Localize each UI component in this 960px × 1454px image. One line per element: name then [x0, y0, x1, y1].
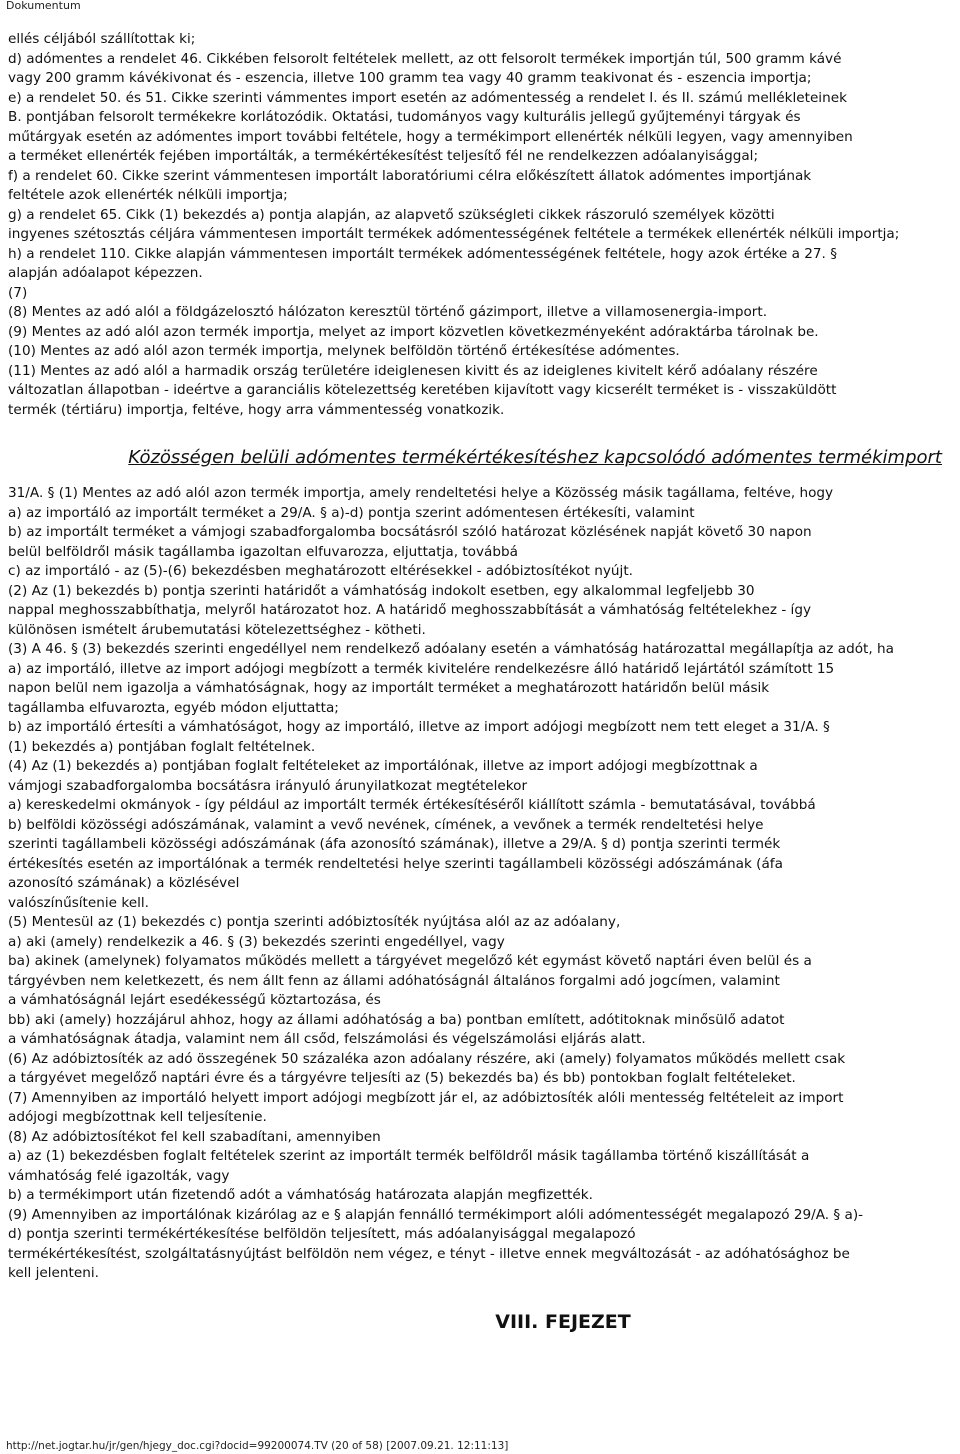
- text-line: feltétele azok ellenérték nélküli importja;: [8, 187, 288, 203]
- text-line: b) az importáló értesíti a vámhatóságot, hogy az importáló, illetve az import adójogi megbízott nem tett eleget a 31/A. §: [8, 719, 830, 735]
- text-line: (4) Az (1) bekezdés a) pontjában foglalt feltételeket az importálónak, illetve az import adójogi megbízottnak a: [8, 758, 758, 774]
- text-line: (10) Mentes az adó alól azon termék importja, melynek belföldön történő értékesítése adómentes.: [8, 343, 680, 359]
- text-line: a) aki (amely) rendelkezik a 46. § (3) bekezdés szerinti engedéllyel, vagy: [8, 933, 505, 950]
- text-line: a vámhatóságnak átadja, valamint nem áll csőd, felszámolási és végelszámolási eljárás alatt.: [8, 1031, 646, 1047]
- text-line: tárgyévben nem keletkezett, és nem állt fenn az állami adóhatóságnál általános forgalmi adó jogcímen, valamint: [8, 972, 780, 989]
- text-line: vámjogi szabadforgalomba bocsátásra irányuló árunyilatkozat megtételekor: [8, 777, 528, 794]
- bottom-paragraphs: [8, 484, 958, 1284]
- page-footer-url: http://net.jogtar.hu/jr/gen/hjegy_doc.cgi?docid=99200074.TV (20 of 58) [2007.09.21. 12:11:13]: [6, 1440, 509, 1452]
- text-line: napon belül nem igazolja a vámhatóságnak, hogy az importált terméket a meghatározott határidőn belül másik: [8, 680, 770, 696]
- text-line: különösen ismételt árubemutatási kötelezettséghez - kötheti.: [8, 621, 426, 638]
- text-line: kell jelenteni.: [8, 1265, 99, 1281]
- text-line: a) az (1) bekezdésben foglalt feltételek szerint az importált termék belföldről másik tagállamba történő kiszállítását a: [8, 1148, 810, 1164]
- text-line: értékesítés esetén az importálónak a termék rendeltetési helye szerinti tagállambeli közösségi adószámának (áfa: [8, 855, 783, 872]
- text-line: valószínűsítenie kell.: [8, 894, 149, 911]
- text-line: b) belföldi közösségi adószámának, valamint a vevő nevének, címének, a vevőnek a termék rendeltetési helye: [8, 816, 764, 833]
- text-line: nappal meghosszabbíthatja, melyről határozatot hoz. A határidő meghosszabbítását a vámhatóság feltételekhez - így: [8, 602, 812, 618]
- text-line: d) adómentes a rendelet 46. Cikkében felsorolt feltételek mellett, az ott felsorolt termékek importján túl, 500 gramm kávé: [8, 50, 842, 67]
- text-line: vámhatóság felé igazolták, vagy: [8, 1167, 230, 1184]
- text-line: b) a termékimport után fizetendő adót a vámhatóság határozata alapján megfizették.: [8, 1187, 593, 1203]
- text-line: B. pontjában felsorolt termékekre korlátozódik. Oktatási, tudományos vagy kulturális jellegű gyűjteményi tárgyak és: [8, 109, 801, 125]
- text-line: (7) Amennyiben az importáló helyett import adójogi megbízott jár el, az adóbiztosíték alóli mentesség feltételeit az import: [8, 1089, 844, 1106]
- text-line: d) pontja szerinti termékértékesítése belföldön teljesített, más adóalanyisággal megalapozó: [8, 1226, 636, 1242]
- text-line: (2) Az (1) bekezdés b) pontja szerinti határidőt a vámhatóság indokolt esetben, egy alkalommal legfeljebb 30: [8, 582, 755, 599]
- text-line: bb) aki (amely) hozzájárul ahhoz, hogy az állami adóhatóság a ba) pontban említett, adótitoknak minősülő adatot: [8, 1011, 785, 1028]
- top-paragraphs: [8, 30, 958, 420]
- text-line: tagállamba elfuvarozta, egyéb módon eljuttatta;: [8, 699, 339, 716]
- text-line: ba) akinek (amelynek) folyamatos működés mellett a tárgyévet megelőző két egymást követő naptári éven belül és a: [8, 953, 812, 969]
- text-line: (5) Mentesül az (1) bekezdés c) pontja szerinti adóbiztosíték nyújtása alól az az adóalany,: [8, 914, 621, 930]
- text-line: g) a rendelet 65. Cikk (1) bekezdés a) pontja alapján, az alapvető szükségleti cikkek rászoruló személyek közötti: [8, 206, 775, 223]
- text-line: termék (tértiáru) importja, feltéve, hogy arra vámmentesség vonatkozik.: [8, 401, 505, 418]
- text-line: b) az importált terméket a vámjogi szabadforgalomba bocsátásról szóló határozat közlésének napját követő 30 napon: [8, 524, 812, 540]
- text-line: azonosító számának) a közlésével: [8, 875, 240, 891]
- text-line: (8) Az adóbiztosítékot fel kell szabadítani, amennyiben: [8, 1128, 381, 1145]
- text-line: adójogi megbízottnak kell teljesítenie.: [8, 1109, 267, 1125]
- section-heading: Közösségen belüli adómentes termékértékesítéshez kapcsolódó adómentes termékimport: [128, 447, 942, 468]
- text-line: c) az importáló - az (5)-(6) bekezdésben meghatározott eltérésekkel - adóbiztosítékot nyújt.: [8, 563, 633, 579]
- text-line: a terméket ellenérték fejében importálták, a termékértékesítést teljesítő fél ne rendelkezzen adóalanyisággal;: [8, 148, 759, 164]
- text-line: belül belföldről másik tagállamba igazoltan elfuvarozza, eljuttatja, továbbá: [8, 543, 518, 560]
- text-line: 31/A. § (1) Mentes az adó alól azon termék importja, amely rendeltetési helye a Közösség másik tagállama, feltéve, hogy: [8, 485, 834, 501]
- text-line: (9) Mentes az adó alól azon termék importja, melyet az import közvetlen következményeként adóraktárba tárolnak be.: [8, 323, 819, 340]
- document-title: Dokumentum: [6, 0, 81, 12]
- text-line: ingyenes szétosztás céljára vámmentesen importált termékek adómentességének feltétele a termékek ellenérték nélküli importja;: [8, 226, 900, 242]
- text-line: szerinti tagállambeli közösségi adószámának (áfa azonosító számának), illetve a 29/A. § d) pontja szerinti termék: [8, 836, 781, 852]
- text-line: (9) Amennyiben az importálónak kizárólag az e § alapján fennálló termékimport alóli adómentességét megalapozó 29/A. § a)-: [8, 1206, 864, 1223]
- text-line: (1) bekezdés a) pontjában foglalt feltételnek.: [8, 738, 316, 755]
- text-line: termékértékesítést, szolgáltatásnyújtást belföldön nem végez, e tényt - illetve ennek megváltozását - az adóhatósághoz be: [8, 1245, 850, 1262]
- document-body: [8, 30, 958, 1334]
- text-line: a) kereskedelmi okmányok - így például az importált termék értékesítéséről kiállított számla - bemutatásával, továbbá: [8, 797, 816, 813]
- text-line: h) a rendelet 110. Cikke alapján vámmentesen importált termékek adómentességének feltétele, hogy azok értéke a 27. §: [8, 245, 837, 262]
- text-line: változatlan állapotban - ideértve a garanciális kötelezettség keretében kijavított vagy kicserélt terméket is - visszaküldött: [8, 382, 837, 398]
- text-line: a) az importáló, illetve az import adójogi megbízott a termék kivitelére rendelkezésre álló határidő lejártától számított 15: [8, 660, 835, 677]
- chapter-heading: VIII. FEJEZET: [495, 1310, 631, 1333]
- text-line: ellés céljából szállítottak ki;: [8, 31, 196, 47]
- text-line: (8) Mentes az adó alól a földgázelosztó hálózaton keresztül történő gázimport, illetve a villamosenergia-import.: [8, 304, 768, 320]
- text-line: vagy 200 gramm kávékivonat és - eszencia, illetve 100 gramm tea vagy 40 gramm teakivonat és - eszencia importja;: [8, 70, 812, 86]
- text-line: műtárgyak esetén az adómentes import további feltétele, hogy a termékimport ellenérték nélküli legyen, vagy amennyiben: [8, 128, 853, 145]
- text-line: e) a rendelet 50. és 51. Cikke szerinti vámmentes import esetén az adómentesség a rendelet I. és II. számú mellékleteinek: [8, 89, 847, 106]
- text-line: (3) A 46. § (3) bekezdés szerinti engedéllyel nem rendelkező adóalany esetén a vámhatóság határozattal megállapítja az adót, ha: [8, 641, 894, 657]
- text-line: a vámhatóságnál lejárt esedékességű köztartozása, és: [8, 992, 381, 1008]
- text-line: (7): [8, 284, 28, 301]
- text-line: (11) Mentes az adó alól a harmadik ország területére ideiglenesen kivitt és az ideiglenes kivitelt kérő adóalany részére: [8, 362, 818, 379]
- text-line: a) az importáló az importált terméket a 29/A. § a)-d) pontja szerint adómentesen értékesíti, valamint: [8, 504, 695, 521]
- text-line: (6) Az adóbiztosíték az adó összegének 50 százaléka azon adóalany részére, aki (amely) folyamatos működés mellett csak: [8, 1050, 846, 1067]
- text-line: alapján adóalapot képezzen.: [8, 265, 203, 281]
- text-line: f) a rendelet 60. Cikke szerint vámmentesen importált laboratóriumi célra előkészített állatok adómentes importjának: [8, 167, 812, 184]
- text-line: a tárgyévet megelőző naptári évre és a tárgyévre teljesíti az (5) bekezdés ba) és bb) pontokban foglalt feltételeket.: [8, 1070, 796, 1086]
